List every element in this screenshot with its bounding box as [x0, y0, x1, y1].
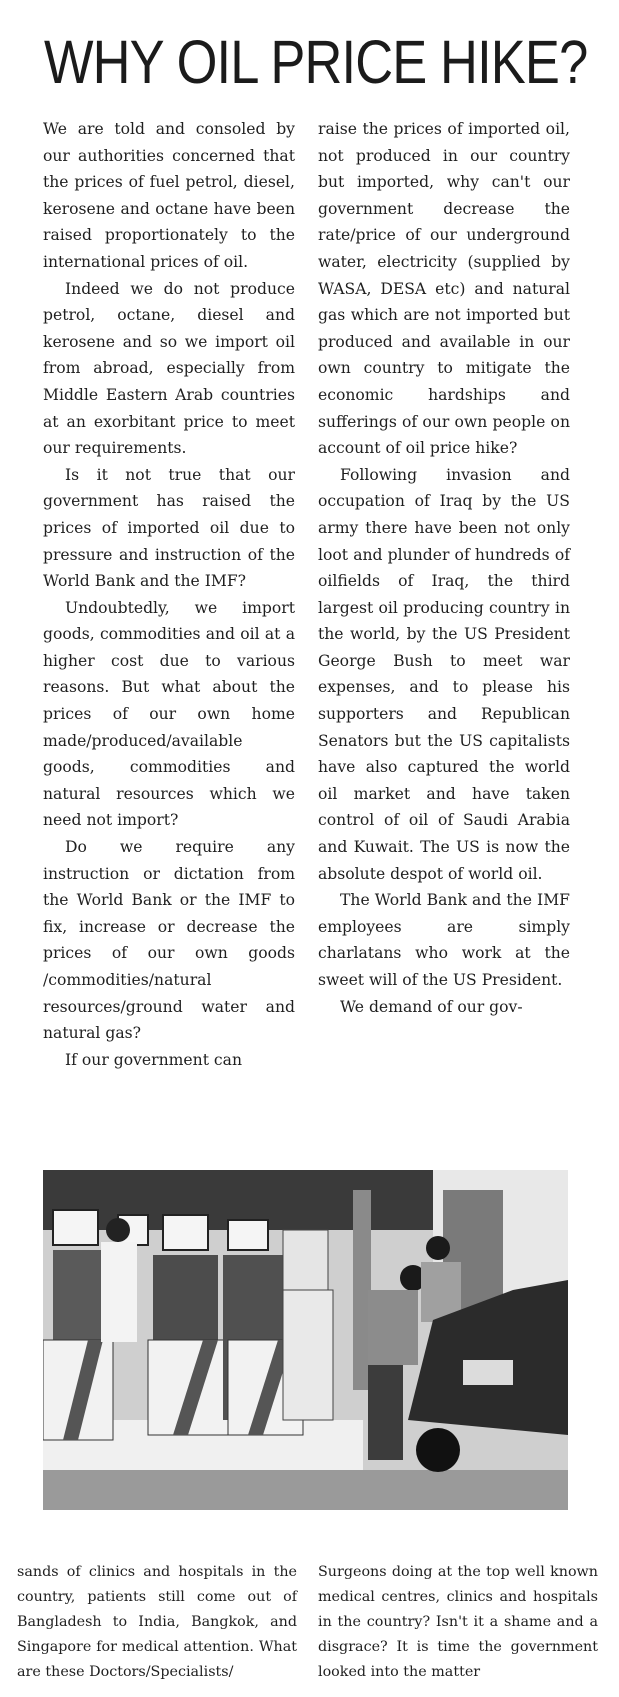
fuel-station-illustration — [43, 1170, 568, 1510]
article-headline: WHY OIL PRICE HIKE? — [44, 28, 588, 96]
bottom-article-left-column — [17, 1560, 297, 1685]
paragraph: Surgeons doing at the top well known medical centres, clinics and hospitals in the country? Isn't it a shame and a disgrace? It is time the government looked into the matter — [318, 1564, 598, 1680]
paragraph: Indeed we do not produce petrol, octane, diesel and kerosene and so we import oil from abroad, especially from Middle Eastern Arab countries at an exorbitant price to meet our requirements. — [43, 279, 295, 458]
article-left-column — [43, 116, 295, 1073]
paragraph: We demand of our gov- — [340, 997, 523, 1016]
fuel-station-photo — [43, 1170, 568, 1510]
article-right-column — [318, 116, 570, 1020]
paragraph: raise the prices of imported oil, not produced in our country but imported, why can't our government decrease the rate/price of our underground water, electricity (supplied by WASA, DESA etc) and natural gas which are not imported but produced and available in our own country to mitigate the economic hardships and sufferings of our own people on account of oil price hike? — [318, 120, 570, 458]
paragraph: Following invasion and occupation of Iraq by the US army there have been not only loot and plunder of hundreds of oilfields of Iraq, the third largest oil producing country in the world, by the US President George Bush to meet war expenses, and to please his supporters and Republican Senators but the US capitalists have also captured the world oil market and have taken control of oil of Saudi Arabia and Kuwait. The US is now the absolute despot of world oil. — [318, 465, 570, 883]
paragraph: Do we require any instruction or dictation from the World Bank or the IMF to fix, increase or decrease the prices of our own goods /commodities/natural resources/ground water and natural gas? — [43, 838, 295, 1043]
bottom-article-right-column — [318, 1560, 598, 1685]
paragraph: We are told and consoled by our authorities concerned that the prices of fuel petrol, diesel, kerosene and octane have been raised proportionately to the international prices of oil. — [43, 120, 295, 271]
paragraph: sands of clinics and hospitals in the country, patients still come out of Bangladesh to India, Bangkok, and Singapore for medical attention. What are these Doctors/Specialists/ — [17, 1564, 297, 1680]
paragraph: Is it not true that our government has raised the prices of imported oil due to pressure and instruction of the World Bank and the IMF? — [43, 465, 295, 591]
paragraph: Undoubtedly, we import goods, commodities and oil at a higher cost due to various reasons. But what about the prices of our own home made/produced/available goods, commodities and natural resources which we need not import? — [43, 598, 295, 830]
paragraph: The World Bank and the IMF employees are simply charlatans who work at the sweet will of the US President. — [318, 891, 570, 989]
paragraph: If our government can — [65, 1050, 242, 1069]
